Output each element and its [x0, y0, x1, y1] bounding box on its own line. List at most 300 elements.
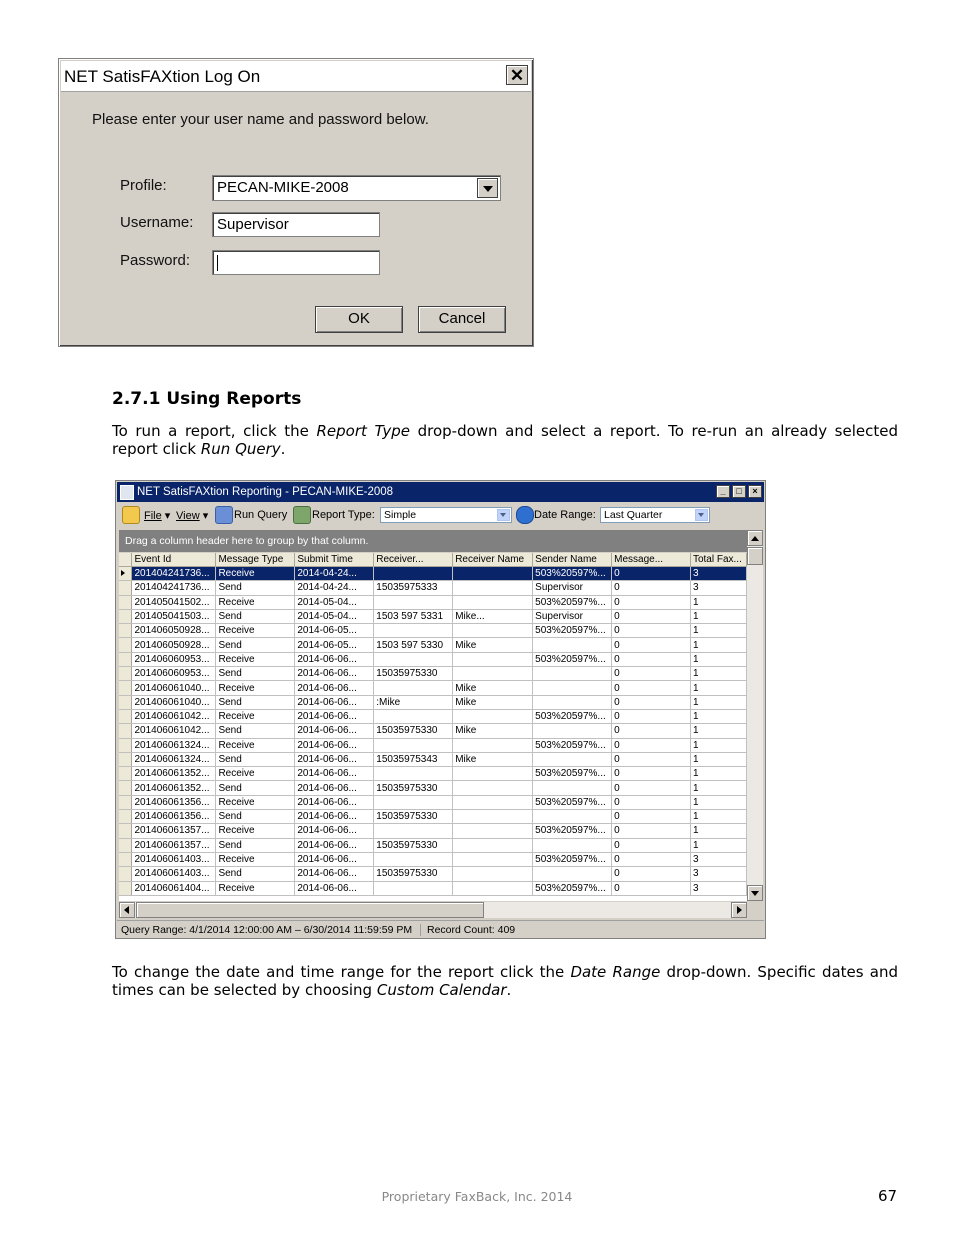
- row-selector[interactable]: [119, 824, 132, 838]
- report-type-dropdown[interactable]: [380, 507, 512, 523]
- row-selector[interactable]: [119, 881, 132, 895]
- table-cell[interactable]: 201406061040...: [132, 681, 216, 695]
- scroll-left-icon[interactable]: [119, 902, 135, 918]
- table-cell[interactable]: [453, 881, 533, 895]
- table-cell[interactable]: 201404241736...: [132, 567, 216, 581]
- table-cell[interactable]: Send: [216, 667, 295, 681]
- table-cell[interactable]: Receive: [216, 681, 295, 695]
- report-type-icon: [293, 506, 311, 524]
- table-row[interactable]: [119, 595, 747, 609]
- row-selector[interactable]: [119, 738, 132, 752]
- table-cell[interactable]: 503%20597%...: [533, 595, 612, 609]
- table-cell[interactable]: [533, 681, 612, 695]
- table-cell[interactable]: Mike: [453, 752, 533, 766]
- table-cell[interactable]: 15035975343: [374, 752, 453, 766]
- column-header[interactable]: Sender Name: [533, 553, 612, 567]
- table-cell[interactable]: 0: [612, 767, 691, 781]
- table-cell[interactable]: [453, 624, 533, 638]
- text-cursor: [217, 255, 218, 271]
- row-selector[interactable]: [119, 624, 132, 638]
- table-row[interactable]: [119, 709, 747, 723]
- table-row[interactable]: [119, 881, 747, 895]
- maximize-icon[interactable]: □: [732, 485, 746, 498]
- chevron-down-icon[interactable]: [477, 178, 498, 198]
- table-cell[interactable]: 0: [612, 638, 691, 652]
- row-selector[interactable]: [119, 852, 132, 866]
- table-cell[interactable]: [533, 752, 612, 766]
- table-cell[interactable]: 15035975330: [374, 867, 453, 881]
- table-cell[interactable]: 0: [612, 695, 691, 709]
- date-range-icon: [516, 506, 534, 524]
- table-cell[interactable]: 201406061042...: [132, 724, 216, 738]
- table-row[interactable]: [119, 838, 747, 852]
- minimize-icon[interactable]: _: [716, 485, 730, 498]
- table-cell[interactable]: [533, 638, 612, 652]
- table-cell[interactable]: 0: [612, 581, 691, 595]
- table-cell[interactable]: [453, 810, 533, 824]
- table-cell[interactable]: 201406060953...: [132, 667, 216, 681]
- table-cell[interactable]: 201406050928...: [132, 638, 216, 652]
- table-cell[interactable]: [533, 867, 612, 881]
- table-cell[interactable]: 1: [690, 795, 746, 809]
- table-cell[interactable]: [453, 824, 533, 838]
- row-selector[interactable]: [119, 867, 132, 881]
- table-cell[interactable]: 201405041502...: [132, 595, 216, 609]
- date-range-value: Last Quarter: [604, 509, 663, 521]
- table-cell[interactable]: [453, 781, 533, 795]
- column-header[interactable]: Message...: [612, 553, 691, 567]
- table-cell[interactable]: [453, 709, 533, 723]
- table-cell[interactable]: 2014-06-06...: [295, 767, 374, 781]
- table-cell[interactable]: Mike...: [453, 609, 533, 623]
- table-row[interactable]: [119, 795, 747, 809]
- table-cell[interactable]: 2014-06-06...: [295, 667, 374, 681]
- table-cell[interactable]: 1: [690, 681, 746, 695]
- table-cell[interactable]: [533, 695, 612, 709]
- table-cell[interactable]: 1: [690, 724, 746, 738]
- row-selector[interactable]: [119, 781, 132, 795]
- table-cell[interactable]: [374, 881, 453, 895]
- table-row[interactable]: [119, 767, 747, 781]
- table-cell[interactable]: Receive: [216, 852, 295, 866]
- table-cell[interactable]: 0: [612, 681, 691, 695]
- scroll-right-icon[interactable]: [731, 902, 747, 918]
- table-cell[interactable]: 1: [690, 667, 746, 681]
- table-cell[interactable]: [453, 595, 533, 609]
- table-header-row: [119, 553, 747, 567]
- scroll-thumb[interactable]: [747, 547, 763, 565]
- table-cell[interactable]: 201404241736...: [132, 581, 216, 595]
- table-cell[interactable]: 201406061403...: [132, 852, 216, 866]
- table-cell[interactable]: 15035975330: [374, 838, 453, 852]
- table-cell[interactable]: Send: [216, 810, 295, 824]
- table-cell[interactable]: 0: [612, 824, 691, 838]
- table-cell[interactable]: Send: [216, 581, 295, 595]
- table-cell[interactable]: 2014-06-06...: [295, 881, 374, 895]
- table-cell[interactable]: 0: [612, 667, 691, 681]
- table-cell[interactable]: 2014-06-06...: [295, 738, 374, 752]
- table-cell[interactable]: [453, 652, 533, 666]
- table-cell[interactable]: 503%20597%...: [533, 738, 612, 752]
- table-row[interactable]: [119, 567, 747, 581]
- report-grid[interactable]: [119, 553, 747, 901]
- run-query-button[interactable]: Run Query: [234, 509, 288, 521]
- username-value: Supervisor: [217, 216, 289, 233]
- table-cell[interactable]: [374, 795, 453, 809]
- table-cell[interactable]: [374, 852, 453, 866]
- table-cell[interactable]: [533, 724, 612, 738]
- table-row[interactable]: [119, 695, 747, 709]
- password-field[interactable]: [212, 250, 380, 275]
- table-row[interactable]: [119, 624, 747, 638]
- paragraph-run-report: [112, 422, 898, 458]
- table-row[interactable]: [119, 852, 747, 866]
- table-cell[interactable]: Mike: [453, 681, 533, 695]
- ok-button[interactable]: OK: [315, 306, 403, 333]
- table-cell[interactable]: 0: [612, 881, 691, 895]
- table-cell[interactable]: 2014-06-06...: [295, 852, 374, 866]
- table-cell[interactable]: 503%20597%...: [533, 709, 612, 723]
- table-cell[interactable]: Receive: [216, 652, 295, 666]
- table-cell[interactable]: 503%20597%...: [533, 795, 612, 809]
- table-cell[interactable]: Receive: [216, 824, 295, 838]
- table-cell[interactable]: Send: [216, 781, 295, 795]
- cancel-button[interactable]: Cancel: [418, 306, 506, 333]
- table-row[interactable]: [119, 609, 747, 623]
- group-by-area[interactable]: Drag a column header here to group by that column.: [119, 530, 747, 552]
- table-cell[interactable]: 2014-04-24...: [295, 567, 374, 581]
- row-selector[interactable]: [119, 681, 132, 695]
- table-cell[interactable]: [453, 795, 533, 809]
- table-cell[interactable]: 2014-06-06...: [295, 752, 374, 766]
- table-row[interactable]: [119, 824, 747, 838]
- table-cell[interactable]: [533, 667, 612, 681]
- view-menu-label: View: [176, 510, 200, 522]
- table-cell[interactable]: Mike: [453, 638, 533, 652]
- table-cell[interactable]: [374, 567, 453, 581]
- table-cell[interactable]: 201406061356...: [132, 810, 216, 824]
- table-cell[interactable]: 201406061040...: [132, 695, 216, 709]
- table-cell[interactable]: [374, 624, 453, 638]
- username-field[interactable]: [212, 212, 380, 237]
- table-cell[interactable]: 201406061357...: [132, 838, 216, 852]
- row-selector[interactable]: [119, 567, 132, 581]
- report-table: [119, 553, 747, 896]
- table-cell[interactable]: 201406050928...: [132, 624, 216, 638]
- table-cell[interactable]: 1: [690, 752, 746, 766]
- table-cell[interactable]: 1: [690, 738, 746, 752]
- vertical-scrollbar[interactable]: [747, 530, 763, 901]
- table-cell[interactable]: [374, 767, 453, 781]
- table-cell[interactable]: 1: [690, 824, 746, 838]
- table-cell[interactable]: 0: [612, 724, 691, 738]
- table-cell[interactable]: 2014-06-06...: [295, 709, 374, 723]
- table-cell[interactable]: 201406061357...: [132, 824, 216, 838]
- horizontal-scroll-thumb[interactable]: [136, 902, 484, 918]
- table-cell[interactable]: Send: [216, 752, 295, 766]
- table-cell[interactable]: [453, 767, 533, 781]
- table-cell[interactable]: [453, 867, 533, 881]
- table-row[interactable]: [119, 724, 747, 738]
- table-cell[interactable]: 0: [612, 795, 691, 809]
- table-cell[interactable]: 2014-06-06...: [295, 867, 374, 881]
- table-cell[interactable]: [533, 838, 612, 852]
- table-row[interactable]: [119, 638, 747, 652]
- table-cell[interactable]: [453, 567, 533, 581]
- column-header[interactable]: Submit Time: [295, 553, 374, 567]
- table-cell[interactable]: [374, 681, 453, 695]
- table-cell[interactable]: 0: [612, 709, 691, 723]
- profile-label: Profile:: [120, 177, 167, 194]
- column-header[interactable]: Message Type: [216, 553, 295, 567]
- scroll-down-icon[interactable]: [747, 885, 763, 901]
- table-cell[interactable]: 2014-04-24...: [295, 581, 374, 595]
- table-cell[interactable]: 2014-06-06...: [295, 781, 374, 795]
- table-cell[interactable]: 1: [690, 695, 746, 709]
- table-cell[interactable]: 2014-06-06...: [295, 810, 374, 824]
- table-cell[interactable]: [453, 852, 533, 866]
- table-cell[interactable]: 2014-06-06...: [295, 724, 374, 738]
- column-header[interactable]: Total Fax...: [690, 553, 746, 567]
- file-menu[interactable]: File ▾: [144, 510, 171, 522]
- logon-title-bar: [61, 61, 531, 92]
- table-cell[interactable]: 503%20597%...: [533, 881, 612, 895]
- table-cell[interactable]: 201406061404...: [132, 881, 216, 895]
- row-selector[interactable]: [119, 724, 132, 738]
- table-cell[interactable]: Supervisor: [533, 609, 612, 623]
- table-cell[interactable]: 2014-06-06...: [295, 795, 374, 809]
- column-header[interactable]: Event Id: [132, 553, 216, 567]
- table-cell[interactable]: 0: [612, 810, 691, 824]
- table-row[interactable]: [119, 667, 747, 681]
- row-selector[interactable]: [119, 581, 132, 595]
- status-divider: [420, 924, 421, 936]
- table-cell[interactable]: [374, 652, 453, 666]
- table-cell[interactable]: Send: [216, 638, 295, 652]
- table-cell[interactable]: Receive: [216, 795, 295, 809]
- table-cell[interactable]: 2014-06-06...: [295, 824, 374, 838]
- table-cell[interactable]: 0: [612, 752, 691, 766]
- para1-text-a: To run a report, click the: [112, 422, 317, 440]
- section-heading: 2.7.1 Using Reports: [112, 389, 302, 409]
- table-cell[interactable]: 201406061352...: [132, 781, 216, 795]
- row-selector-header: [119, 553, 132, 567]
- table-cell[interactable]: [374, 709, 453, 723]
- table-cell[interactable]: [453, 667, 533, 681]
- table-cell[interactable]: 0: [612, 867, 691, 881]
- close-icon[interactable]: ×: [748, 485, 762, 498]
- table-cell[interactable]: 1: [690, 652, 746, 666]
- row-selector[interactable]: [119, 752, 132, 766]
- table-cell[interactable]: Receive: [216, 738, 295, 752]
- table-cell[interactable]: 2014-06-06...: [295, 681, 374, 695]
- row-selector[interactable]: [119, 810, 132, 824]
- table-cell[interactable]: [374, 824, 453, 838]
- table-cell[interactable]: 3: [690, 581, 746, 595]
- table-cell[interactable]: 2014-06-05...: [295, 624, 374, 638]
- table-cell[interactable]: 503%20597%...: [533, 567, 612, 581]
- table-cell[interactable]: 1: [690, 709, 746, 723]
- table-cell[interactable]: 1: [690, 609, 746, 623]
- table-cell[interactable]: [453, 838, 533, 852]
- table-cell[interactable]: 1503 597 5331: [374, 609, 453, 623]
- paragraph-date-range: [112, 963, 898, 999]
- app-icon: [120, 485, 134, 500]
- table-cell[interactable]: 0: [612, 567, 691, 581]
- row-selector[interactable]: [119, 767, 132, 781]
- table-cell[interactable]: 15035975330: [374, 667, 453, 681]
- scroll-up-icon[interactable]: [747, 530, 763, 546]
- table-cell[interactable]: 1: [690, 595, 746, 609]
- table-cell[interactable]: 201406061324...: [132, 752, 216, 766]
- row-selector[interactable]: [119, 652, 132, 666]
- table-cell[interactable]: 201406061403...: [132, 867, 216, 881]
- table-cell[interactable]: 0: [612, 781, 691, 795]
- table-cell[interactable]: [533, 781, 612, 795]
- table-cell[interactable]: 1: [690, 767, 746, 781]
- date-range-dropdown[interactable]: [600, 507, 710, 523]
- column-header[interactable]: Receiver...: [374, 553, 453, 567]
- table-cell[interactable]: 201406061324...: [132, 738, 216, 752]
- table-cell[interactable]: 0: [612, 595, 691, 609]
- row-selector[interactable]: [119, 638, 132, 652]
- table-cell[interactable]: 3: [690, 567, 746, 581]
- table-cell[interactable]: 1503 597 5330: [374, 638, 453, 652]
- status-record-count: Record Count: 409: [427, 924, 516, 936]
- status-bar: [117, 920, 764, 939]
- table-cell[interactable]: 201405041503...: [132, 609, 216, 623]
- column-header[interactable]: Receiver Name: [453, 553, 533, 567]
- table-cell[interactable]: 2014-05-04...: [295, 595, 374, 609]
- table-cell[interactable]: 0: [612, 624, 691, 638]
- table-row[interactable]: [119, 581, 747, 595]
- table-row[interactable]: [119, 681, 747, 695]
- table-cell[interactable]: [374, 595, 453, 609]
- table-cell[interactable]: 3: [690, 867, 746, 881]
- table-cell[interactable]: 1: [690, 624, 746, 638]
- table-cell[interactable]: 2014-06-06...: [295, 838, 374, 852]
- table-cell[interactable]: 0: [612, 838, 691, 852]
- custom-calendar-ref: Custom Calendar: [376, 981, 507, 999]
- table-cell[interactable]: 1: [690, 638, 746, 652]
- row-selector[interactable]: [119, 609, 132, 623]
- table-cell[interactable]: Receive: [216, 595, 295, 609]
- table-row[interactable]: [119, 810, 747, 824]
- table-cell[interactable]: Send: [216, 867, 295, 881]
- para1-text-c: drop-down and select a report. To re-run an already selected report click: [112, 422, 899, 458]
- profile-dropdown[interactable]: [212, 175, 501, 201]
- table-cell[interactable]: [453, 738, 533, 752]
- row-selector[interactable]: [119, 595, 132, 609]
- table-cell[interactable]: Receive: [216, 567, 295, 581]
- logon-title: NET SatisFAXtion Log On: [64, 67, 261, 86]
- table-cell[interactable]: [374, 738, 453, 752]
- table-cell[interactable]: 503%20597%...: [533, 824, 612, 838]
- table-cell[interactable]: 201406061356...: [132, 795, 216, 809]
- table-cell[interactable]: 3: [690, 881, 746, 895]
- chevron-down-icon[interactable]: [497, 509, 510, 521]
- table-row[interactable]: [119, 781, 747, 795]
- report-title: NET SatisFAXtion Reporting - PECAN-MIKE-2008: [137, 486, 394, 498]
- table-cell[interactable]: 503%20597%...: [533, 767, 612, 781]
- table-cell[interactable]: 2014-06-06...: [295, 695, 374, 709]
- table-cell[interactable]: 15035975330: [374, 724, 453, 738]
- file-menu-label: File: [144, 510, 162, 522]
- row-selector[interactable]: [119, 838, 132, 852]
- table-cell[interactable]: 0: [612, 609, 691, 623]
- table-cell[interactable]: Receive: [216, 881, 295, 895]
- table-cell[interactable]: Mike: [453, 695, 533, 709]
- horizontal-scrollbar[interactable]: [119, 902, 747, 918]
- folder-icon: [122, 506, 140, 524]
- row-selector[interactable]: [119, 795, 132, 809]
- table-cell[interactable]: [533, 810, 612, 824]
- table-cell[interactable]: 503%20597%...: [533, 624, 612, 638]
- table-cell[interactable]: Send: [216, 609, 295, 623]
- row-selector[interactable]: [119, 709, 132, 723]
- logon-dialog: [58, 58, 534, 347]
- table-cell[interactable]: Send: [216, 838, 295, 852]
- table-cell[interactable]: Receive: [216, 624, 295, 638]
- table-cell[interactable]: 2014-06-05...: [295, 638, 374, 652]
- table-cell[interactable]: [453, 581, 533, 595]
- run-query-ref: Run Query: [200, 440, 281, 458]
- table-cell[interactable]: 0: [612, 652, 691, 666]
- table-cell[interactable]: 3: [690, 852, 746, 866]
- para2-text-a: To change the date and time range for the report click the: [112, 963, 571, 981]
- table-cell[interactable]: 503%20597%...: [533, 652, 612, 666]
- view-menu[interactable]: View ▾: [176, 510, 209, 522]
- table-cell[interactable]: 2014-05-04...: [295, 609, 374, 623]
- table-cell[interactable]: Receive: [216, 709, 295, 723]
- table-cell[interactable]: Send: [216, 695, 295, 709]
- table-cell[interactable]: 15035975330: [374, 781, 453, 795]
- profile-value: PECAN-MIKE-2008: [217, 179, 349, 196]
- page-number: 67: [878, 1187, 898, 1205]
- para2-text-c: drop-down. Specific dates and times can be selected by choosing: [112, 963, 898, 999]
- table-cell[interactable]: Receive: [216, 767, 295, 781]
- table-cell[interactable]: 201406061042...: [132, 709, 216, 723]
- report-title-bar: [117, 482, 764, 502]
- report-type-label: Report Type:: [312, 509, 375, 521]
- table-cell[interactable]: 1: [690, 781, 746, 795]
- table-row[interactable]: [119, 652, 747, 666]
- table-cell[interactable]: :Mike: [374, 695, 453, 709]
- status-query-range: Query Range: 4/1/2014 12:00:00 AM – 6/30/2014 11:59:59 PM: [121, 924, 413, 936]
- table-cell[interactable]: Mike: [453, 724, 533, 738]
- table-cell[interactable]: 0: [612, 852, 691, 866]
- row-selector[interactable]: [119, 695, 132, 709]
- table-cell[interactable]: 503%20597%...: [533, 852, 612, 866]
- table-cell[interactable]: 201406060953...: [132, 652, 216, 666]
- table-cell[interactable]: 1: [690, 838, 746, 852]
- date-range-ref: Date Range: [570, 963, 661, 981]
- table-row[interactable]: [119, 752, 747, 766]
- table-cell[interactable]: 201406061352...: [132, 767, 216, 781]
- table-cell[interactable]: 2014-06-06...: [295, 652, 374, 666]
- row-selector[interactable]: [119, 667, 132, 681]
- table-cell[interactable]: 15035975333: [374, 581, 453, 595]
- chevron-down-icon[interactable]: [695, 509, 708, 521]
- table-cell[interactable]: Send: [216, 724, 295, 738]
- table-cell[interactable]: 0: [612, 738, 691, 752]
- table-cell[interactable]: Supervisor: [533, 581, 612, 595]
- table-cell[interactable]: 15035975330: [374, 810, 453, 824]
- table-row[interactable]: [119, 738, 747, 752]
- table-row[interactable]: [119, 867, 747, 881]
- close-icon[interactable]: ✕: [506, 65, 528, 85]
- table-cell[interactable]: 1: [690, 810, 746, 824]
